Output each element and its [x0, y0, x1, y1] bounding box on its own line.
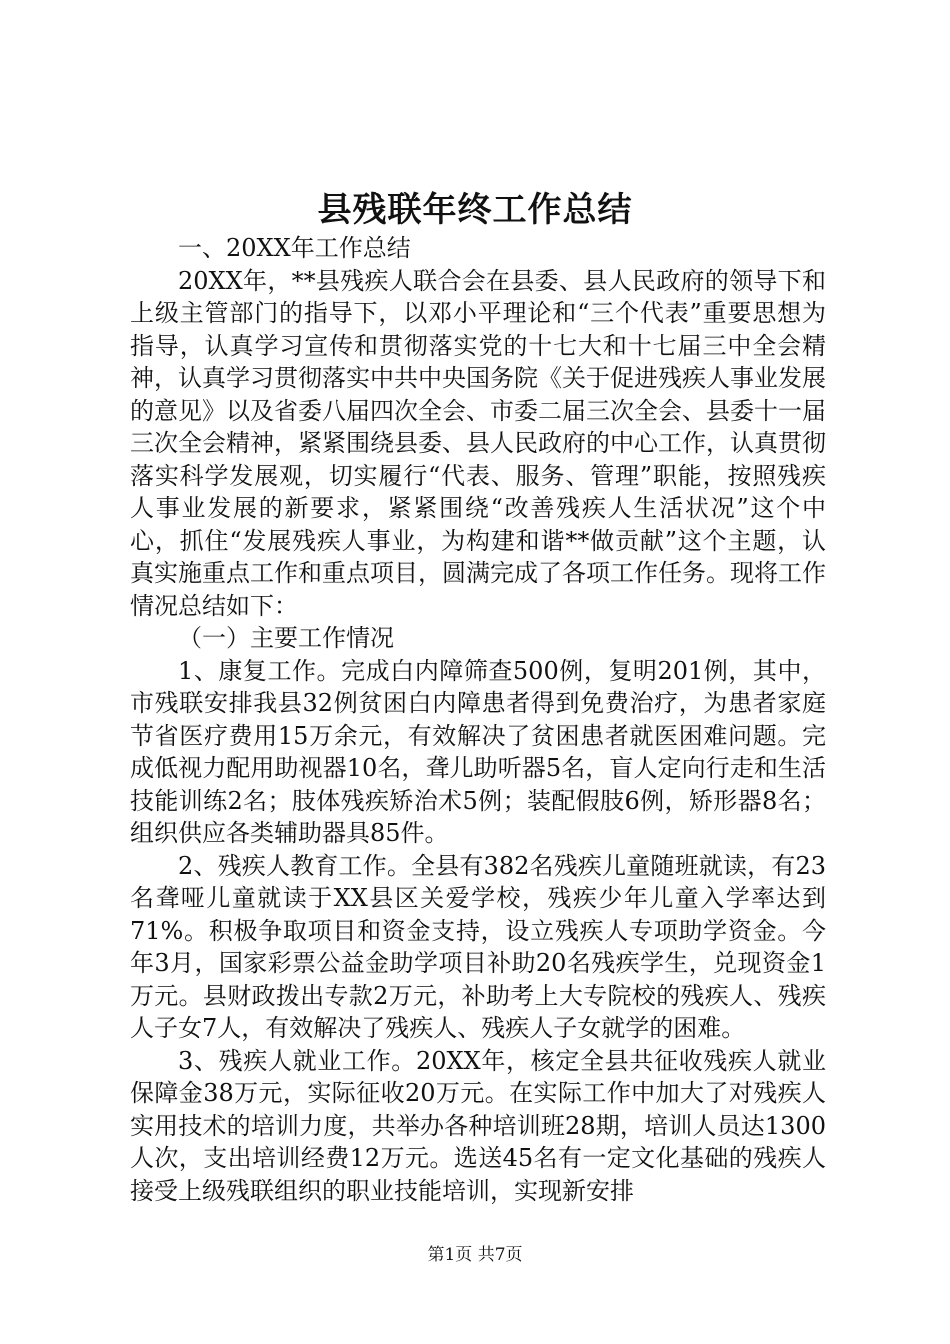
- section-heading: 一、20XX年工作总结: [178, 234, 411, 262]
- document-title: 县残联年终工作总结: [317, 190, 633, 230]
- subsection-heading: （一）主要工作情况: [178, 624, 394, 652]
- rehabilitation-paragraph: 1、康复工作。完成白内障筛查500例，复明201例，其中，市残联安排我县32例贫困白内障患者得到免费治疗，为患者家庭节省医疗费用15万余元，有效解决了贫困患者就医困难问题。完成低视力配用助视器10名，聋儿助听器5名，盲人定向行走和生活技能训练2名；肢体残疾矫治术5例；装配假肢6例，矫形器8名；组织供应各类辅助器具85件。: [130, 656, 826, 847]
- education-paragraph: 2、残疾人教育工作。全县有382名残疾儿童随班就读，有23名聋哑儿童就读于XX县区关爱学校，残疾少年儿童入学率达到71%。积极争取项目和资金支持，设立残疾人专项助学资金。今年3月，国家彩票公益金助学项目补助20名残疾学生，兑现资金1万元。县财政拨出专款2万元，补助考上大专院校的残疾人、残疾人子女7人，有效解决了残疾人、残疾人子女就学的困难。: [130, 851, 826, 1042]
- page-footer: 第1页 共7页: [427, 1245, 523, 1265]
- employment-paragraph: 3、残疾人就业工作。20XX年，核定全县共征收残疾人就业保障金38万元，实际征收20万元。在实际工作中加大了对残疾人实用技术的培训力度，共举办各种培训班28期，培训人员达1300人次，支出培训经费12万元。选送45名有一定文化基础的残疾人接受上级残联组织的职业技能培训，实现新安排: [130, 1046, 826, 1205]
- document-body: [130, 232, 826, 1207]
- intro-paragraph: 20XX年，**县残疾人联合会在县委、县人民政府的领导下和上级主管部门的指导下，以邓小平理论和“三个代表”重要思想为指导，认真学习宣传和贯彻落实党的十七大和十七届三中全会精神，认真学习贯彻落实中共中央国务院《关于促进残疾人事业发展的意见》以及省委八届四次全会、市委二届三次全会、县委十一届三次全会精神，紧紧围绕县委、县人民政府的中心工作，认真贯彻落实科学发展观，切实履行“代表、服务、管理”职能，按照残疾人事业发展的新要求，紧紧围绕“改善残疾人生活状况”这个中心，抓住“发展残疾人事业，为构建和谐**做贡献”这个主题，认真实施重点工作和重点项目，圆满完成了各项工作任务。现将工作情况总结如下：: [130, 266, 826, 620]
